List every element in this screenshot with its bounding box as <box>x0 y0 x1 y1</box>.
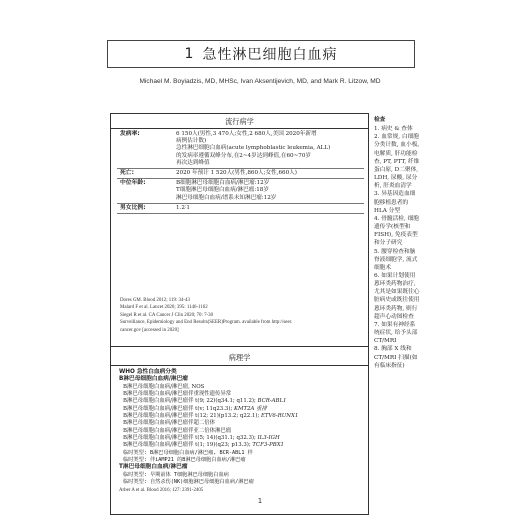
median-age-line: 淋巴母细胞白血病/谱系未知淋巴瘤:12岁 <box>176 194 277 201</box>
reference-line: Dores GM. Blood 2012; 119: 34-43 <box>120 298 190 303</box>
list-item: B淋巴母细胞白血病/淋巴瘤伴 t(12; 21)(p13.2; q22.1); ETV6-RUNX1 <box>123 413 299 420</box>
provisional-item: 临时类型: 早期前体 T细胞淋巴母细胞白血病 <box>123 471 229 478</box>
table-row <box>117 130 364 169</box>
chapter-title: 急性淋巴细胞白血病 <box>202 47 338 63</box>
classification-title: WHO 急性白血病分类 <box>119 369 177 375</box>
t-lineage-title: T淋巴母细胞白血病/淋巴瘤 <box>119 464 188 471</box>
incidence-line: 的发病率遵循双峰分布,在2~4岁达到峰值,在60~70岁 <box>176 152 311 159</box>
median-age-value <box>173 179 364 204</box>
deaths-value: 2020 年预计 1 520人(男性,860人;女性,660人) <box>173 169 364 179</box>
provisional-item: 临时类型: B淋巴母细胞白血病/淋巴瘤, BCR-ABL1 样 <box>123 449 253 456</box>
pathology-reference: Arber A et al. Blood 2016; 127: 2391-2405 <box>119 487 204 493</box>
workup-item: 5. 腰穿检查和脑脊液细胞学, 流式细胞术 <box>374 248 418 271</box>
workup-item: 2. 血常规, 白细胞分类计数, 血小板, 电解质, 肝功能检查, PT, PTT, 纤维蛋白原, D二聚体, LDH, 尿酸, 尿分析, 肝炎血清学 <box>374 134 420 190</box>
chapter-number: 1 <box>184 46 195 62</box>
deaths-label: 死亡: <box>117 169 173 179</box>
list-item: B淋巴母细胞白血病/淋巴瘤伴重现性遗传异常 <box>123 391 232 398</box>
table-row <box>117 179 364 204</box>
list-item: B淋巴母细胞白血病/淋巴瘤伴 t(1; 19)(q23; p13.3); TCF3-PBX1 <box>123 442 284 449</box>
reference-line: cancer.gov [accessed in 2020] <box>120 327 179 333</box>
who-classification <box>119 369 364 494</box>
incidence-line: 病例估计数) <box>176 138 207 145</box>
epidemiology-divider <box>111 128 368 129</box>
median-age-line: T细胞淋巴母细胞白血病/淋巴瘤:18岁 <box>176 187 269 194</box>
list-item: B淋巴母细胞白血病/淋巴瘤伴 t(5; 14)(q31.1; q32.3); IL3-IGH <box>123 435 280 442</box>
sex-ratio-label: 男女比例: <box>117 203 173 213</box>
list-item: B淋巴母细胞白血病/淋巴瘤伴超二倍体 <box>123 420 216 427</box>
list-item: B淋巴母细胞白血病/淋巴瘤伴亚二倍体淋巴瘤 <box>123 427 232 434</box>
list-item: B淋巴母细胞白血病/淋巴瘤伴 t(9; 22)(q34.1; q11.2); BCR-ABL1 <box>123 398 287 405</box>
reference-line: Surveillance, Epidemiology and End Results(SEER)Program. available from http://seer. <box>120 320 293 326</box>
epidemiology-references <box>120 297 360 334</box>
list-item: B淋巴母细胞白血病/淋巴瘤伴 t(v; 11q23.3); KMT2A 重排 <box>123 405 267 412</box>
incidence-label: 发病率: <box>117 130 173 169</box>
workup-item: 8. 胸部 X 线和 CT/MRI 扫描(如有临床指征) <box>374 346 418 369</box>
table-row <box>117 169 364 179</box>
pathology-divider <box>111 365 368 366</box>
incidence-line: 6 150人(男性,3 470人;女性,2 680人,美国 2020年新增 <box>176 131 317 137</box>
table-row <box>117 203 364 213</box>
provisional-item: 临时类型: 伴iAMP21 的B淋巴母细胞白血病/淋巴瘤 <box>123 457 246 464</box>
pathology-header: 病理学 <box>228 353 251 362</box>
workup-item: 4. 骨髓活检, 细胞遗传学(核型和 FISH), 免疫表型和分子研究 <box>374 215 419 247</box>
authors-line: Michael M. Boyiadzis, MD, MHSc, Ivan Aksentijevich, MD, and Mark R. Litzow, MD <box>139 78 381 85</box>
pathology-top-divider <box>111 346 368 347</box>
workup-item: 7. 如果有神经系统症状, 给予头部 CT/MRI <box>374 321 418 345</box>
info-panel <box>110 113 369 515</box>
chapter-title-box <box>107 40 415 68</box>
incidence-line: 再次达到峰值 <box>176 159 210 166</box>
workup-header: 检查 <box>374 117 386 123</box>
epidemiology-header: 流行病学 <box>225 117 254 126</box>
median-age-line: B细胞淋巴母细胞白血病/淋巴瘤:12岁 <box>176 180 270 187</box>
workup-column <box>374 116 420 370</box>
sex-ratio-value: 1.2∶1 <box>173 203 364 213</box>
reference-line: Siegel R et al. CA Cancer J Clin 2020; 70: 7-30 <box>120 312 214 318</box>
list-item: B淋巴母细胞白血病/淋巴瘤, NOS <box>123 383 205 390</box>
incidence-line: 急性淋巴细胞白血病(acute lymphoblastic leukemia, ALL) <box>176 145 331 152</box>
workup-item: 6. 如果计划使用蒽环类药物治疗, 尤其是如果既往心脏病史或既往使用蒽环类药物, 则行超声心动图检查 <box>374 272 420 320</box>
median-age-label: 中位年龄: <box>117 179 173 204</box>
b-lineage-title: B淋巴母细胞白血病/淋巴瘤 <box>119 376 188 383</box>
workup-item: 3. 异基因造血细胞移植患者的 HLA 分型 <box>374 191 416 214</box>
incidence-value <box>173 130 364 169</box>
reference-line: Malard F et al. Lancet 2020; 395: 1146-1162 <box>120 305 208 311</box>
page-number: 1 <box>257 497 263 505</box>
workup-item: 1. 病史 & 查体 <box>374 126 413 133</box>
epidemiology-table <box>117 130 364 214</box>
provisional-item: 临时类型: 自然杀伤(NK)细胞淋巴母细胞白血病/淋巴瘤 <box>123 479 254 486</box>
